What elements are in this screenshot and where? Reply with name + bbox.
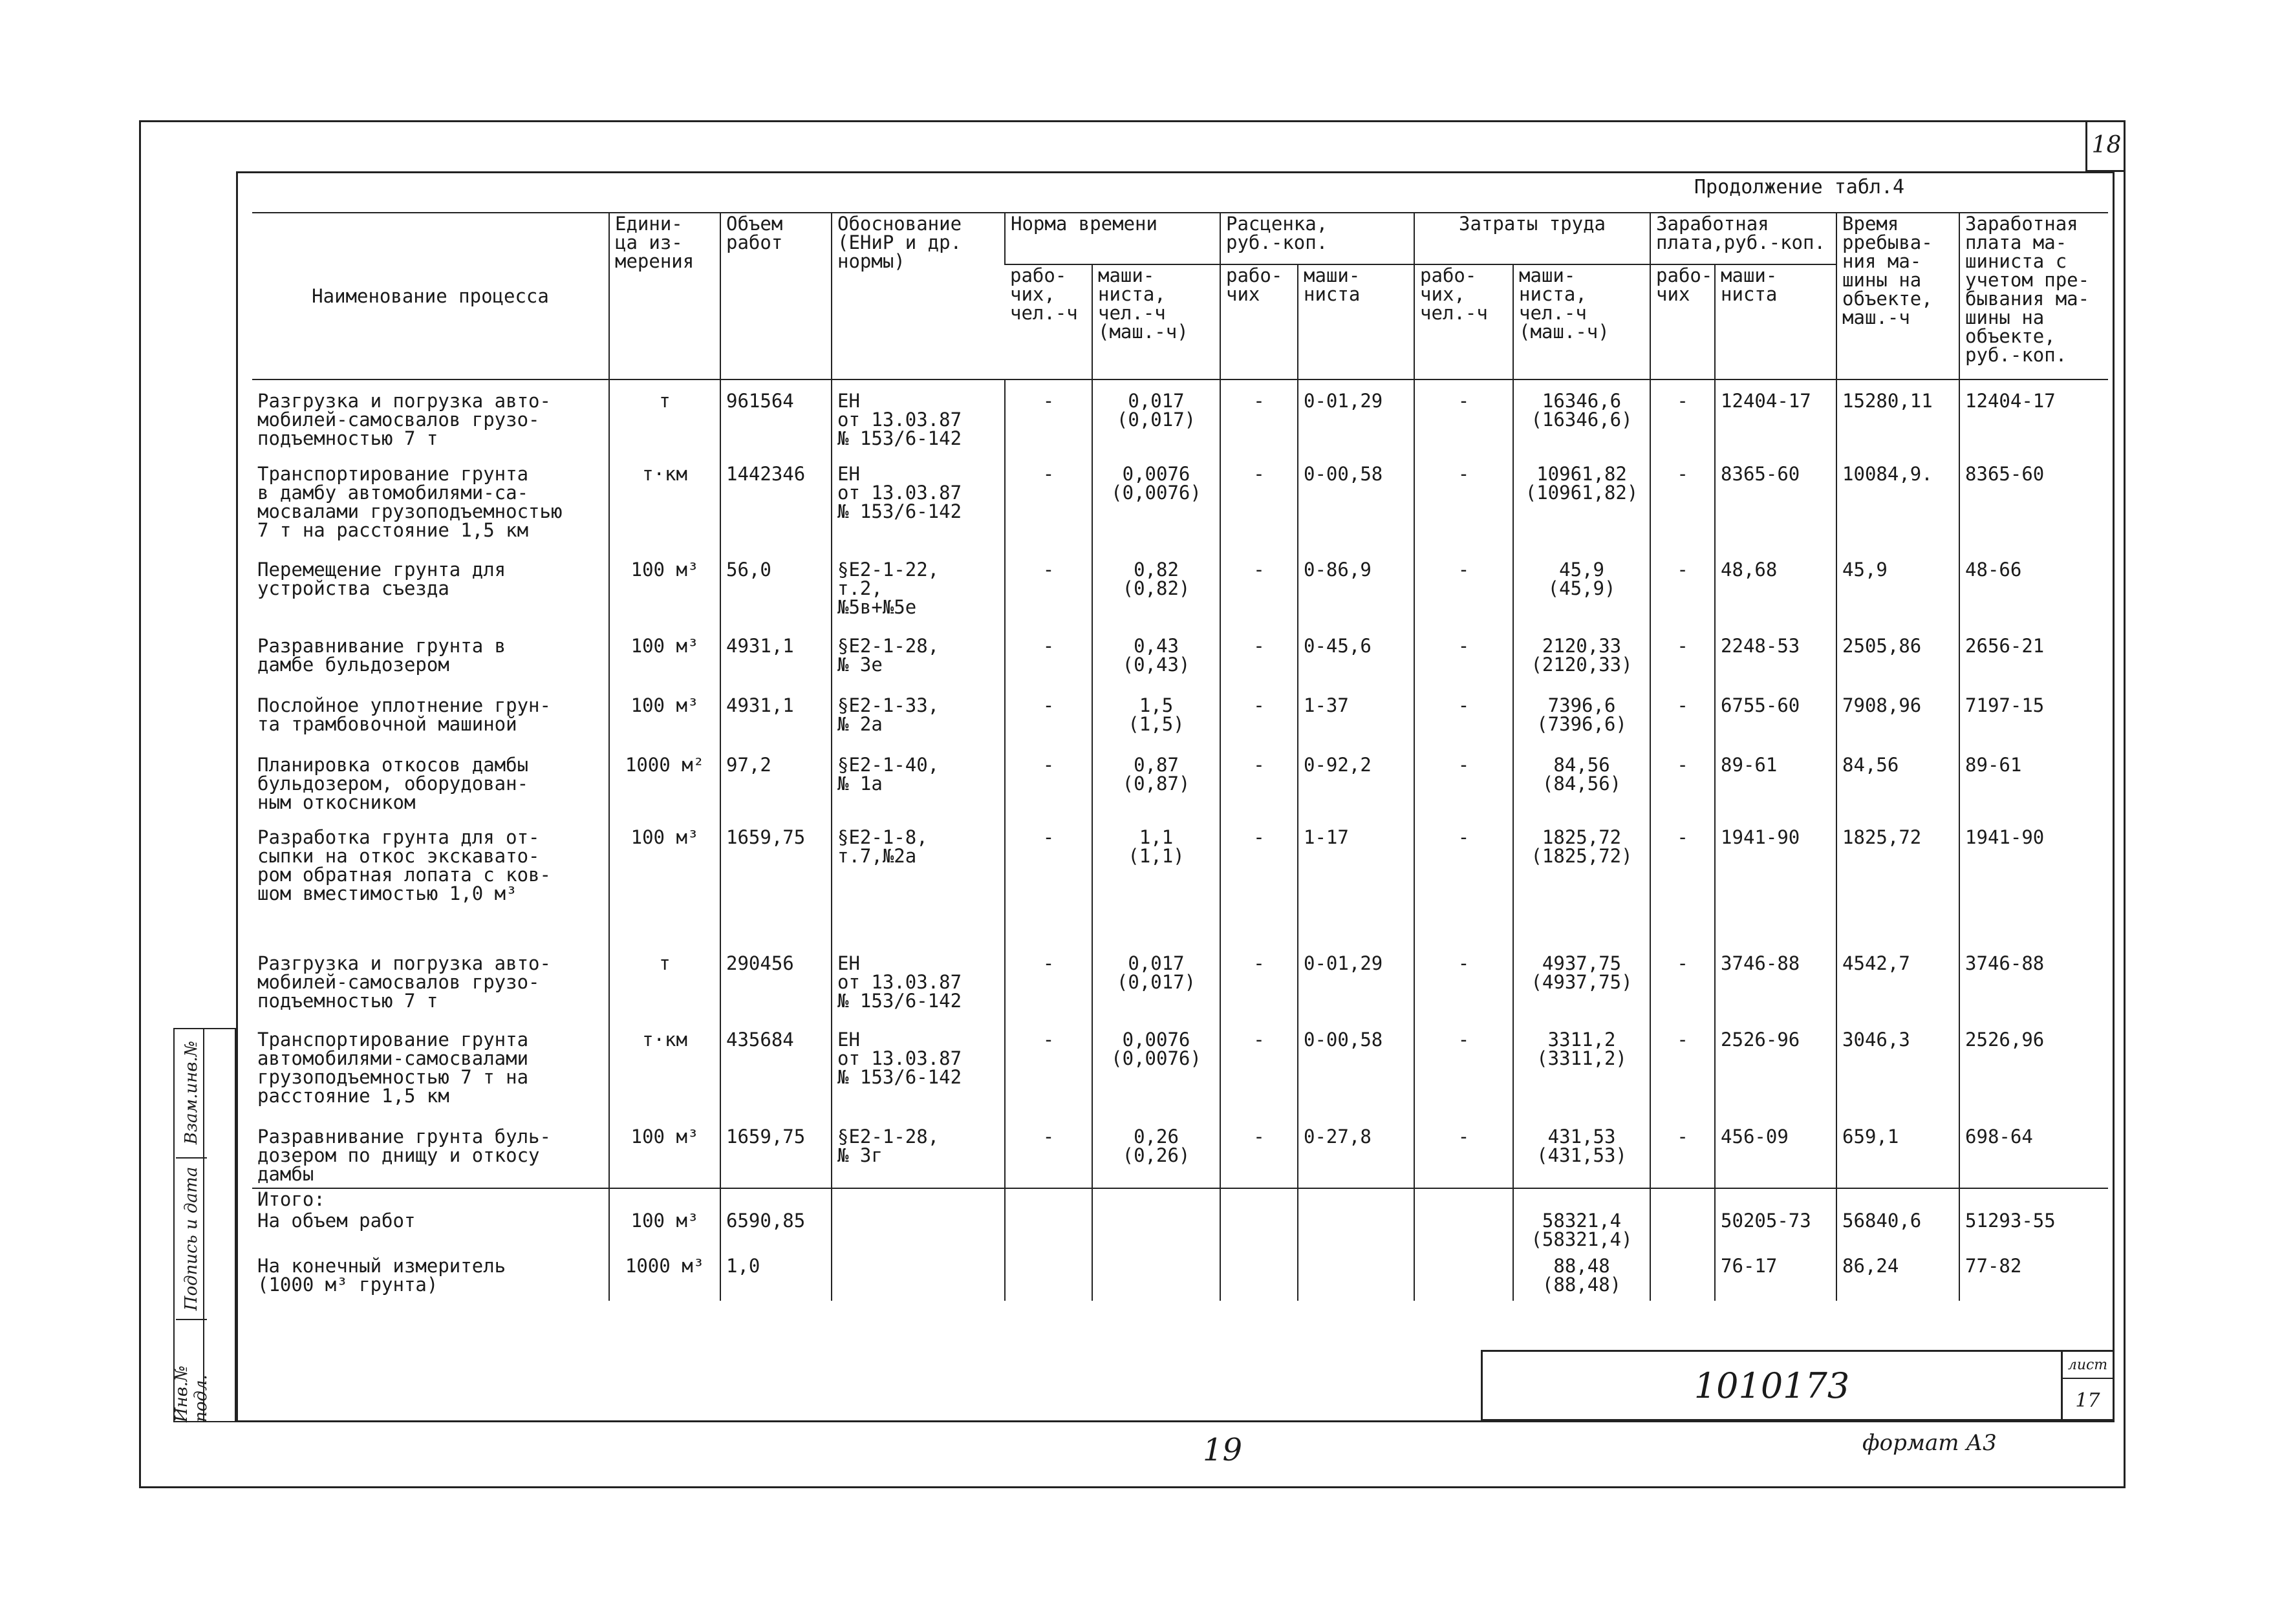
header-wage-machinist: маши- ниста: [1715, 264, 1836, 379]
totals-cell-volume: 1,0: [720, 1255, 832, 1301]
totals-cell-volume: 6590,85: [720, 1210, 832, 1255]
table-row: [252, 379, 2108, 464]
totals-empty-cell: [832, 1255, 1005, 1301]
table-totals: [252, 1188, 2108, 1301]
row-cell-l_w: -: [1414, 695, 1513, 754]
row-cell-l_w: -: [1414, 636, 1513, 695]
table-row: [252, 953, 2108, 1029]
row-process-name: Транспортирование грунта в дамбу автомобилями-са- мосвалами грузоподъемностью 7 т на расстояние 1,5 км: [257, 463, 563, 541]
row-cell-l_m: 10961,82 (10961,82): [1513, 464, 1650, 559]
row-cell-w_m: 12404-17: [1715, 379, 1836, 464]
row-cell-r_m: 1-17: [1298, 827, 1414, 953]
row-cell-l_m: 7396,6 (7396,6): [1513, 695, 1650, 754]
row-cell-l_w: -: [1414, 464, 1513, 559]
sidebar-blank-column: [204, 1028, 236, 1422]
row-cell-l_w: -: [1414, 1126, 1513, 1188]
totals-label: Итого:: [252, 1188, 609, 1210]
row-cell-volume: 1442346: [720, 464, 832, 559]
totals-label-row: [252, 1188, 2108, 1210]
sidebar-label-inv: Инв.№ подл.: [176, 1319, 207, 1422]
table-row: [252, 559, 2108, 636]
row-cell-volume: 4931,1: [720, 695, 832, 754]
sheet-number: 17: [2075, 1389, 2100, 1412]
totals-empty-cell: [1092, 1210, 1220, 1255]
row-cell-basis: §Е2-1-8, т.7,№2а: [832, 827, 1005, 953]
row-process-name: Послойное уплотнение грун- та трамбовочной машиной: [257, 694, 551, 735]
header-rate: Расценка, руб.-коп.: [1220, 213, 1414, 264]
totals-empty-cell: [1005, 1255, 1092, 1301]
sheet-label: лист: [2063, 1352, 2113, 1379]
row-cell-tn_m: 1,1 (1,1): [1092, 827, 1220, 953]
row-cell-tn_w: -: [1005, 464, 1092, 559]
totals-row-name: На конечный измеритель (1000 м³ грунта): [257, 1255, 506, 1296]
row-cell-tn_m: 0,0076 (0,0076): [1092, 1029, 1220, 1126]
totals-empty-cell: [1005, 1210, 1092, 1255]
header-unit: Едини- ца из- мерения: [609, 213, 720, 379]
table-row: [252, 464, 2108, 559]
totals-empty-cell: [1220, 1210, 1298, 1255]
row-cell-w_w: -: [1650, 1029, 1715, 1126]
row-process-name: Разгрузка и погрузка авто- мобилей-самосвалов грузо- подъемностью 7 т: [257, 952, 551, 1012]
row-cell-tn_w: -: [1005, 559, 1092, 636]
row-cell-tn_w: -: [1005, 754, 1092, 827]
row-cell-w_m: 2248-53: [1715, 636, 1836, 695]
row-cell-w_m: 2526-96: [1715, 1029, 1836, 1126]
header-machinist-wage: Заработная плата ма- шиниста с учетом пре- бывания ма- шины на объекте, руб.-коп.: [1959, 213, 2108, 379]
row-cell-mw: 1941-90: [1959, 827, 2108, 953]
row-cell-tn_m: 0,87 (0,87): [1092, 754, 1220, 827]
row-cell-tn_w: -: [1005, 1126, 1092, 1188]
header-wage-workers: рабо- чих: [1650, 264, 1715, 379]
row-cell-r_m: 0-00,58: [1298, 464, 1414, 559]
row-cell-l_m: 4937,75 (4937,75): [1513, 953, 1650, 1029]
row-cell-r_m: 0-45,6: [1298, 636, 1414, 695]
row-cell-basis: ЕН от 13.03.87 № 153/6-142: [832, 1029, 1005, 1126]
row-cell-mw: 2656-21: [1959, 636, 2108, 695]
row-cell-tn_w: -: [1005, 953, 1092, 1029]
row-cell-volume: 1659,75: [720, 827, 832, 953]
row-process-name: Разравнивание грунта буль- дозером по днищу и откосу дамбы: [257, 1126, 551, 1185]
row-cell-r_m: 1-37: [1298, 695, 1414, 754]
totals-empty-cell: [1005, 1188, 1092, 1210]
row-cell-tn_m: 0,017 (0,017): [1092, 379, 1220, 464]
page-number: 19: [1203, 1432, 1243, 1468]
row-cell-l_w: -: [1414, 559, 1513, 636]
row-cell-unit: 1000 м²: [609, 754, 720, 827]
row-cell-r_w: -: [1220, 953, 1298, 1029]
row-cell-unit: 100 м³: [609, 827, 720, 953]
row-cell-w_w: -: [1650, 559, 1715, 636]
totals-empty-cell: [609, 1188, 720, 1210]
row-cell-stay: 10084,9.: [1836, 464, 1959, 559]
totals-cell-mw: 77-82: [1959, 1255, 2108, 1301]
totals-empty-cell: [832, 1210, 1005, 1255]
row-cell-l_m: 3311,2 (3311,2): [1513, 1029, 1650, 1126]
row-cell-mw: 89-61: [1959, 754, 2108, 827]
sidebar-label-signature: Подпись и дата: [176, 1157, 207, 1319]
totals-empty-cell: [1650, 1255, 1715, 1301]
row-cell-volume: 1659,75: [720, 1126, 832, 1188]
row-cell-tn_w: -: [1005, 1029, 1092, 1126]
totals-empty-cell: [1220, 1255, 1298, 1301]
totals-empty-cell: [1298, 1210, 1414, 1255]
table-row: [252, 1029, 2108, 1126]
totals-empty-cell: [1650, 1210, 1715, 1255]
totals-cell-stay: 56840,6: [1836, 1210, 1959, 1255]
row-cell-basis: §Е2-1-28, № 3г: [832, 1126, 1005, 1188]
row-cell-w_w: -: [1650, 695, 1715, 754]
row-cell-r_m: 0-01,29: [1298, 953, 1414, 1029]
header-volume: Объем работ: [720, 213, 832, 379]
totals-cell-mw: 51293-55: [1959, 1210, 2108, 1255]
row-cell-r_w: -: [1220, 559, 1298, 636]
row-cell-unit: т: [609, 953, 720, 1029]
totals-empty-cell: [1092, 1255, 1220, 1301]
row-cell-tn_m: 1,5 (1,5): [1092, 695, 1220, 754]
sidebar-labels: [172, 1028, 211, 1422]
totals-empty-cell: [1513, 1188, 1650, 1210]
row-process-name: Разгрузка и погрузка авто- мобилей-самосвалов грузо- подъемностью 7 т: [257, 390, 551, 449]
header-labor-workers: рабо- чих, чел.-ч: [1414, 264, 1513, 379]
row-cell-w_w: -: [1650, 953, 1715, 1029]
row-cell-w_w: -: [1650, 464, 1715, 559]
row-cell-w_m: 6755-60: [1715, 695, 1836, 754]
row-cell-r_w: -: [1220, 754, 1298, 827]
sidebar-stamp: [172, 1028, 211, 1422]
totals-empty-cell: [1959, 1188, 2108, 1210]
row-cell-r_w: -: [1220, 1126, 1298, 1188]
header-rate-workers: рабо- чих: [1220, 264, 1298, 379]
totals-cell-unit: 1000 м³: [609, 1255, 720, 1301]
row-cell-r_m: 0-01,29: [1298, 379, 1414, 464]
row-cell-r_m: 0-00,58: [1298, 1029, 1414, 1126]
format-label: формат А3: [1862, 1430, 1997, 1456]
row-cell-r_m: 0-92,2: [1298, 754, 1414, 827]
row-cell-tn_w: -: [1005, 379, 1092, 464]
table-row: [252, 1126, 2108, 1188]
row-cell-l_w: -: [1414, 953, 1513, 1029]
totals-row: [252, 1255, 2108, 1301]
row-cell-unit: 100 м³: [609, 695, 720, 754]
table-row: [252, 636, 2108, 695]
totals-empty-cell: [1650, 1188, 1715, 1210]
row-cell-basis: ЕН от 13.03.87 № 153/6-142: [832, 953, 1005, 1029]
row-cell-volume: 4931,1: [720, 636, 832, 695]
totals-cell-stay: 86,24: [1836, 1255, 1959, 1301]
row-cell-r_m: 0-86,9: [1298, 559, 1414, 636]
row-cell-stay: 15280,11: [1836, 379, 1959, 464]
row-cell-unit: 100 м³: [609, 1126, 720, 1188]
table-row: [252, 827, 2108, 953]
row-cell-volume: 961564: [720, 379, 832, 464]
header-stay-time: Время pребыва- ния ма- шины на объекте, маш.-ч: [1836, 213, 1959, 379]
row-cell-w_m: 89-61: [1715, 754, 1836, 827]
row-process-name: Транспортирование грунта автомобилями-самосвалами грузоподъемностью 7 т на расстояние 1,5 км: [257, 1029, 529, 1107]
row-cell-basis: §Е2-1-22, т.2, №5в+№5е: [832, 559, 1005, 636]
row-cell-w_m: 48,68: [1715, 559, 1836, 636]
row-cell-tn_w: -: [1005, 695, 1092, 754]
totals-empty-cell: [1414, 1255, 1513, 1301]
row-cell-l_m: 2120,33 (2120,33): [1513, 636, 1650, 695]
row-cell-volume: 56,0: [720, 559, 832, 636]
row-cell-tn_m: 0,017 (0,017): [1092, 953, 1220, 1029]
row-cell-volume: 290456: [720, 953, 832, 1029]
totals-cell-l_m: 88,48 (88,48): [1513, 1255, 1650, 1301]
row-cell-w_m: 1941-90: [1715, 827, 1836, 953]
row-cell-stay: 7908,96: [1836, 695, 1959, 754]
row-process-name: Перемещение грунта для устройства съезда: [257, 559, 506, 599]
row-cell-mw: 698-64: [1959, 1126, 2108, 1188]
totals-empty-cell: [1092, 1188, 1220, 1210]
row-cell-stay: 84,56: [1836, 754, 1959, 827]
row-cell-w_w: -: [1650, 636, 1715, 695]
row-cell-mw: 48-66: [1959, 559, 2108, 636]
row-cell-r_w: -: [1220, 695, 1298, 754]
row-cell-w_m: 456-09: [1715, 1126, 1836, 1188]
row-cell-basis: §Е2-1-33, № 2а: [832, 695, 1005, 754]
totals-empty-cell: [1414, 1210, 1513, 1255]
header-wage: Заработная плата,руб.-коп.: [1650, 213, 1836, 264]
corner-page-number: 18: [2085, 120, 2126, 172]
row-cell-stay: 2505,86: [1836, 636, 1959, 695]
process-table: [252, 212, 2108, 1301]
row-cell-w_w: -: [1650, 827, 1715, 953]
row-cell-stay: 4542,7: [1836, 953, 1959, 1029]
row-cell-stay: 659,1: [1836, 1126, 1959, 1188]
row-cell-l_w: -: [1414, 1029, 1513, 1126]
table-row: [252, 695, 2108, 754]
row-cell-tn_w: -: [1005, 636, 1092, 695]
row-cell-w_m: 3746-88: [1715, 953, 1836, 1029]
row-cell-l_m: 431,53 (431,53): [1513, 1126, 1650, 1188]
row-cell-r_w: -: [1220, 636, 1298, 695]
row-cell-r_w: -: [1220, 827, 1298, 953]
row-cell-tn_m: 0,82 (0,82): [1092, 559, 1220, 636]
row-process-name: Планировка откосов дамбы бульдозером, оборудован- ным откосником: [257, 754, 529, 813]
totals-empty-cell: [1298, 1255, 1414, 1301]
header-labor: Затраты труда: [1414, 213, 1650, 264]
row-cell-l_m: 84,56 (84,56): [1513, 754, 1650, 827]
continuation-label: Продолжение табл.4: [1694, 176, 1905, 198]
header-name: Наименование процесса: [252, 213, 609, 379]
row-cell-unit: т: [609, 379, 720, 464]
table-row: [252, 754, 2108, 827]
row-cell-r_w: -: [1220, 464, 1298, 559]
row-cell-stay: 3046,3: [1836, 1029, 1959, 1126]
sheet-box: [2063, 1350, 2115, 1421]
row-cell-r_w: -: [1220, 379, 1298, 464]
row-cell-tn_m: 0,43 (0,43): [1092, 636, 1220, 695]
row-cell-mw: 8365-60: [1959, 464, 2108, 559]
row-cell-mw: 2526,96: [1959, 1029, 2108, 1126]
row-cell-stay: 45,9: [1836, 559, 1959, 636]
totals-empty-cell: [1836, 1188, 1959, 1210]
row-cell-unit: т·км: [609, 1029, 720, 1126]
row-cell-w_w: -: [1650, 379, 1715, 464]
header-basis: Обоснование (ЕНиР и др. нормы): [832, 213, 1005, 379]
row-cell-basis: §Е2-1-28, № 3е: [832, 636, 1005, 695]
row-cell-stay: 1825,72: [1836, 827, 1959, 953]
totals-cell-w_m: 76-17: [1715, 1255, 1836, 1301]
totals-cell-w_m: 50205-73: [1715, 1210, 1836, 1255]
totals-empty-cell: [720, 1188, 832, 1210]
row-cell-unit: 100 м³: [609, 636, 720, 695]
row-cell-mw: 3746-88: [1959, 953, 2108, 1029]
header-tn-machinist: маши- ниста, чел.-ч (маш.-ч): [1092, 264, 1220, 379]
row-cell-w_m: 8365-60: [1715, 464, 1836, 559]
totals-empty-cell: [832, 1188, 1005, 1210]
row-process-name: Разработка грунта для от- сыпки на откос экскавато- ром обратная лопата с ков- шом вместимостью 1,0 м³: [257, 826, 551, 904]
row-cell-volume: 435684: [720, 1029, 832, 1126]
header-tn-workers: рабо- чих, чел.-ч: [1005, 264, 1092, 379]
row-cell-mw: 12404-17: [1959, 379, 2108, 464]
totals-empty-cell: [1298, 1188, 1414, 1210]
row-cell-volume: 97,2: [720, 754, 832, 827]
row-cell-basis: §Е2-1-40, № 1а: [832, 754, 1005, 827]
row-cell-l_w: -: [1414, 379, 1513, 464]
row-cell-l_m: 45,9 (45,9): [1513, 559, 1650, 636]
document-stamp-number: 1010173: [1481, 1350, 2063, 1421]
row-cell-l_w: -: [1414, 827, 1513, 953]
table-header: [252, 213, 2108, 379]
totals-row-name: На объем работ: [257, 1210, 416, 1232]
header-rate-machinist: маши- ниста: [1298, 264, 1414, 379]
row-cell-r_w: -: [1220, 1029, 1298, 1126]
totals-cell-l_m: 58321,4 (58321,4): [1513, 1210, 1650, 1255]
row-cell-unit: 100 м³: [609, 559, 720, 636]
totals-cell-unit: 100 м³: [609, 1210, 720, 1255]
row-cell-w_w: -: [1650, 754, 1715, 827]
row-cell-tn_m: 0,0076 (0,0076): [1092, 464, 1220, 559]
row-cell-basis: ЕН от 13.03.87 № 153/6-142: [832, 464, 1005, 559]
header-labor-machinist: маши- ниста, чел.-ч (маш.-ч): [1513, 264, 1650, 379]
row-cell-w_w: -: [1650, 1126, 1715, 1188]
row-cell-l_m: 16346,6 (16346,6): [1513, 379, 1650, 464]
header-time-norm: Норма времени: [1005, 213, 1220, 264]
row-process-name: Разравнивание грунта в дамбе бульдозером: [257, 635, 506, 676]
totals-empty-cell: [1414, 1188, 1513, 1210]
row-cell-tn_w: -: [1005, 827, 1092, 953]
sidebar-label-replace: Взам.инв.№: [182, 1040, 201, 1145]
row-cell-basis: ЕН от 13.03.87 № 153/6-142: [832, 379, 1005, 464]
row-cell-tn_m: 0,26 (0,26): [1092, 1126, 1220, 1188]
row-cell-unit: т·км: [609, 464, 720, 559]
row-cell-l_m: 1825,72 (1825,72): [1513, 827, 1650, 953]
totals-empty-cell: [1715, 1188, 1836, 1210]
row-cell-l_w: -: [1414, 754, 1513, 827]
table-body: [252, 379, 2108, 1188]
row-cell-r_m: 0-27,8: [1298, 1126, 1414, 1188]
row-cell-mw: 7197-15: [1959, 695, 2108, 754]
totals-empty-cell: [1220, 1188, 1298, 1210]
totals-row: [252, 1210, 2108, 1255]
